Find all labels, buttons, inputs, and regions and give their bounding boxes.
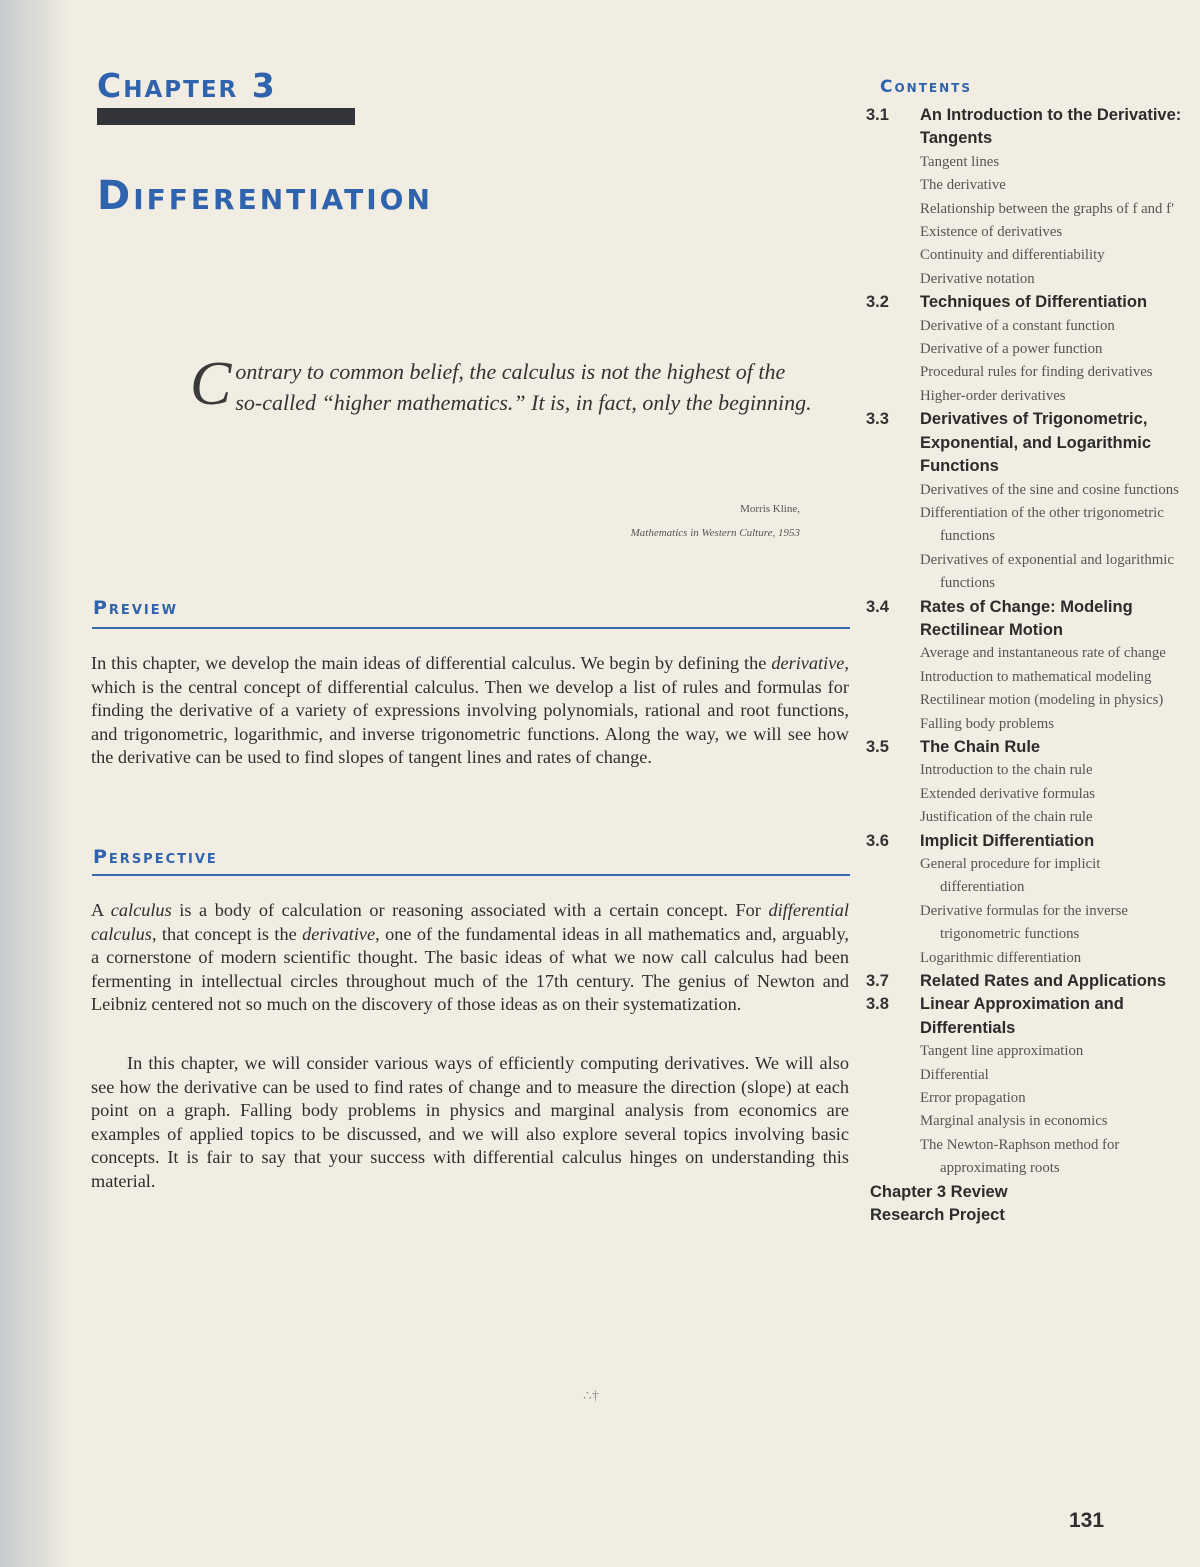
toc-section-number: 3.3 — [866, 410, 889, 429]
toc-section-3-8 — [866, 993, 1186, 1180]
toc-section-3-6 — [866, 830, 1186, 970]
toc-section-title: Derivatives of Trigonometric, Exponential, and Logarithmic Functions — [920, 410, 1152, 476]
toc-subsection: Derivatives of exponential and logarithmic functions — [920, 551, 1174, 592]
toc-subsection: Introduction to mathematical modeling — [920, 668, 1152, 685]
chapter-title: Differentiation — [97, 173, 433, 219]
toc-chapter-review: Chapter 3 Review — [870, 1182, 1008, 1201]
toc-research-project: Research Project — [870, 1206, 1005, 1225]
toc-section-title: An Introduction to the Derivative: Tangents — [920, 106, 1182, 148]
table-of-contents — [866, 104, 1186, 1228]
toc-subsection: Existence of derivatives — [920, 224, 1063, 241]
term-differential-calculus: differential calculus — [91, 900, 850, 944]
toc-subsection: Differentiation of the other trigonometric functions — [920, 504, 1164, 545]
toc-subsection: Derivative of a power function — [920, 341, 1103, 358]
toc-section-title: Related Rates and Applications — [920, 972, 1167, 991]
preview-rule — [92, 627, 850, 629]
epigraph — [190, 350, 815, 418]
toc-subsection: Logarithmic differentiation — [920, 949, 1082, 966]
toc-section-title: Linear Approximation and Differentials — [920, 995, 1124, 1037]
toc-section-number: 3.8 — [866, 995, 889, 1014]
toc-subsection: Continuity and differentiability — [920, 247, 1105, 264]
toc-section-3-1 — [866, 104, 1186, 291]
preview-paragraph: In this chapter, we develop the main ideas of differential calculus. We begin by defining the derivative, which is the central concept of differential calculus. Then we develop a list of rules and formulas for finding the derivative of a variety of expressions involving polynomials, rational and root functions, and trigonometric, logarithmic, and inverse trigonometric functions. Along the way, we will see how the derivative can be used to find slopes of tangent lines and rates of change. — [91, 653, 849, 767]
chapter-bar — [97, 108, 355, 125]
epigraph-source: Mathematics in Western Culture, 1953 — [630, 527, 800, 539]
toc-subsection: Differential — [920, 1066, 989, 1083]
toc-subsection: Derivative of a constant function — [920, 317, 1115, 334]
toc-section-number: 3.2 — [866, 293, 889, 312]
toc-section-3-7 — [866, 970, 1186, 993]
toc-section-3-3 — [866, 408, 1186, 595]
toc-subsection: Justification of the chain rule — [920, 809, 1093, 826]
toc-subsection: Higher-order derivatives — [920, 387, 1066, 404]
toc-section-3-4 — [866, 596, 1186, 736]
perspective-paragraph-2: In this chapter, we will consider various ways of efficiently computing derivatives. We will also see how the derivative can be used to find rates of change and to measure the direction (slope) at each point on a graph. Falling body problems in physics and marginal analysis from economics are examples of applied topics to be discussed, and we will also explore several topics involving basic concepts. It is fair to say that your success with differential calculus hinges on understanding this material. — [91, 1053, 849, 1191]
toc-subsection: Tangent lines — [920, 153, 1000, 170]
toc-subsection: Tangent line approximation — [920, 1043, 1084, 1060]
term-derivative: derivative — [771, 653, 845, 673]
toc-section-number: 3.6 — [866, 831, 889, 850]
page-number: 131 — [1069, 1509, 1105, 1532]
toc-section-3-2 — [866, 291, 1186, 408]
toc-subsection: The derivative — [920, 177, 1006, 194]
toc-subsection: Introduction to the chain rule — [920, 762, 1093, 779]
toc-subsection: Derivative formulas for the inverse trigonometric functions — [920, 902, 1128, 943]
toc-subsection: Rectilinear motion (modeling in physics) — [920, 692, 1164, 709]
toc-section-title: Implicit Differentiation — [920, 831, 1095, 850]
toc-subsection: Procedural rules for finding derivatives — [920, 364, 1153, 381]
term-derivative: derivative — [302, 923, 376, 944]
toc-subsection: Relationship between the graphs of f and f′ — [920, 200, 1175, 217]
page-binding-shadow — [0, 0, 70, 1567]
perspective-rule — [92, 874, 850, 876]
toc-subsection: Extended derivative formulas — [920, 785, 1096, 802]
epigraph-author: Morris Kline, — [740, 503, 800, 515]
toc-subsection: Average and instantaneous rate of change — [920, 645, 1166, 662]
toc-section-title: The Chain Rule — [920, 737, 1041, 756]
term-calculus: calculus — [110, 900, 172, 920]
contents-heading: Contents — [880, 77, 972, 97]
page-mark: ∴† — [583, 1389, 599, 1404]
epigraph-drop-cap: C — [190, 350, 232, 418]
toc-subsection: Error propagation — [920, 1090, 1026, 1107]
toc-section-number: 3.7 — [866, 972, 889, 991]
toc-subsection: The Newton-Raphson method for approximating roots — [920, 1136, 1120, 1177]
perspective-paragraph-1: A calculus is a body of calculation or reasoning associated with a certain concept. For differential calculus, that concept is the derivative, one of the fundamental ideas in all mathematics and, arguably, a cornerstone of modern scientific thought. The basic ideas of what we now call calculus had been fermenting in intellectual circles throughout much of the 17th century. The genius of Newton and Leibniz centered not so much on the discovery of those ideas as on their systematization. — [91, 900, 850, 1014]
toc-subsection: General procedure for implicit differentiation — [920, 856, 1101, 896]
toc-section-title: Techniques of Differentiation — [920, 293, 1148, 312]
preview-heading: Preview — [93, 597, 178, 619]
toc-section-3-5 — [866, 736, 1186, 830]
toc-subsection: Marginal analysis in economics — [920, 1113, 1108, 1130]
toc-subsection: Derivative notation — [920, 270, 1035, 287]
toc-section-number: 3.4 — [866, 597, 889, 616]
toc-section-number: 3.1 — [866, 106, 889, 124]
perspective-heading: Perspective — [93, 846, 218, 868]
toc-subsection: Falling body problems — [920, 715, 1054, 732]
toc-subsection: Derivatives of the sine and cosine functions — [920, 481, 1179, 498]
toc-section-number: 3.5 — [866, 737, 889, 756]
epigraph-text: ontrary to common belief, the calculus is not the highest of the so-called “higher mathematics.” It is, in fact, only the beginning. — [235, 359, 812, 415]
chapter-label: Chapter 3 — [97, 66, 277, 105]
toc-section-title: Rates of Change: Modeling Rectilinear Motion — [920, 597, 1133, 639]
